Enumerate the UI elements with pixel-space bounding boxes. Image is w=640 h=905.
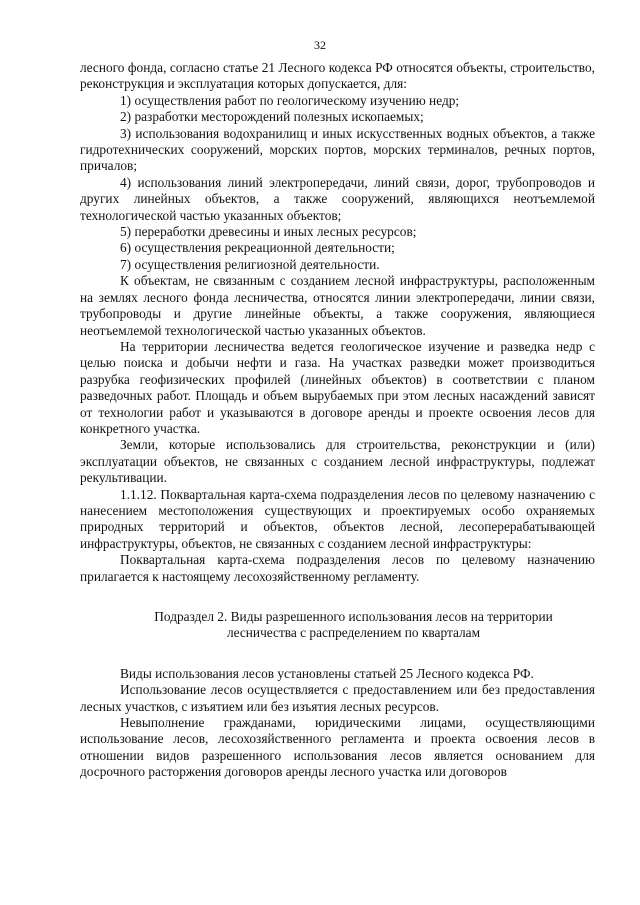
- paragraph: Виды использования лесов установлены статьей 25 Лесного кодекса РФ.: [120, 665, 534, 681]
- list-item: 5) переработки древесины и иных лесных ресурсов;: [120, 224, 417, 240]
- paragraph: лесного фонда, согласно статье 21 Лесного кодекса РФ относятся объекты, строительство, реконструкция и эксплуатация которых допускается, для:: [80, 60, 595, 92]
- list-item: 4) использования линий электропередачи, линий связи, дорог, трубопроводов и других линейных объектов, а также сооружений, являющихся неотъемлемой технологической частью указанных объектов;: [80, 174, 595, 223]
- subsection-heading: Подраздел 2. Виды разрешенного использования лесов на территории лесничества с распределением по кварталам: [154, 609, 553, 641]
- section-paragraph: 1.1.12. Поквартальная карта-схема подразделения лесов по целевому назначению с нанесением местоположения существующих и проектируемых особо охраняемых природных территорий и объектов, объектов лесной, лесоперерабатывающей инфраструктуры, объектов, не связанных с созданием лесной инфраструктуры:: [80, 486, 595, 551]
- page-body: [80, 60, 595, 781]
- paragraph: К объектам, не связанным с созданием лесной инфраструктуры, расположенным на землях лесного фонда лесничества, относятся линии электропередачи, линии связи, трубопроводы и другие линейные объекты, а также сооружения, являющиеся неотъемлемой технологической частью указанных объектов.: [80, 273, 595, 338]
- list-item: 6) осуществления рекреационной деятельности;: [120, 240, 395, 256]
- list-item: 7) осуществления религиозной деятельности.: [120, 256, 380, 272]
- paragraph: Использование лесов осуществляется с предоставлением или без предоставления лесных участков, с изъятием или без изъятия лесных ресурсов.: [80, 682, 595, 714]
- list-item: 2) разработки месторождений полезных ископаемых;: [120, 109, 424, 125]
- list-item: 3) использования водохранилищ и иных искусственных водных объектов, а также гидротехнических сооружений, морских портов, морских терминалов, речных портов, причалов;: [80, 125, 595, 174]
- paragraph: Земли, которые использовались для строительства, реконструкции и (или) эксплуатации объектов, не связанных с созданием лесной инфраструктуры, подлежат рекультивации.: [80, 437, 595, 486]
- paragraph: На территории лесничества ведется геологическое изучение и разведка недр с целью поиска и добычи нефти и газа. На участках разведки может производиться разрубка геофизических профилей (линейных объектов) в соответствии с планом разведочных работ. Площадь и объем вырубаемых при этом лесных насаждений зависят от технологии работ и указываются в договоре аренды и проекте освоения лесов для конкретного участка.: [80, 338, 595, 436]
- paragraph: Поквартальная карта-схема подразделения лесов по целевому назначению прилагается к настоящему лесохозяйственному регламенту.: [80, 552, 595, 584]
- list-item: 1) осуществления работ по геологическому изучению недр;: [120, 92, 460, 108]
- page-number: 32: [314, 38, 326, 52]
- paragraph: Невыполнение гражданами, юридическими лицами, осуществляющими использование лесов, лесохозяйственного регламента и проекта освоения лесов в отношении видов разрешенного использования лесов является основанием для досрочного расторжения договоров аренды лесного участка или договоров: [80, 715, 595, 780]
